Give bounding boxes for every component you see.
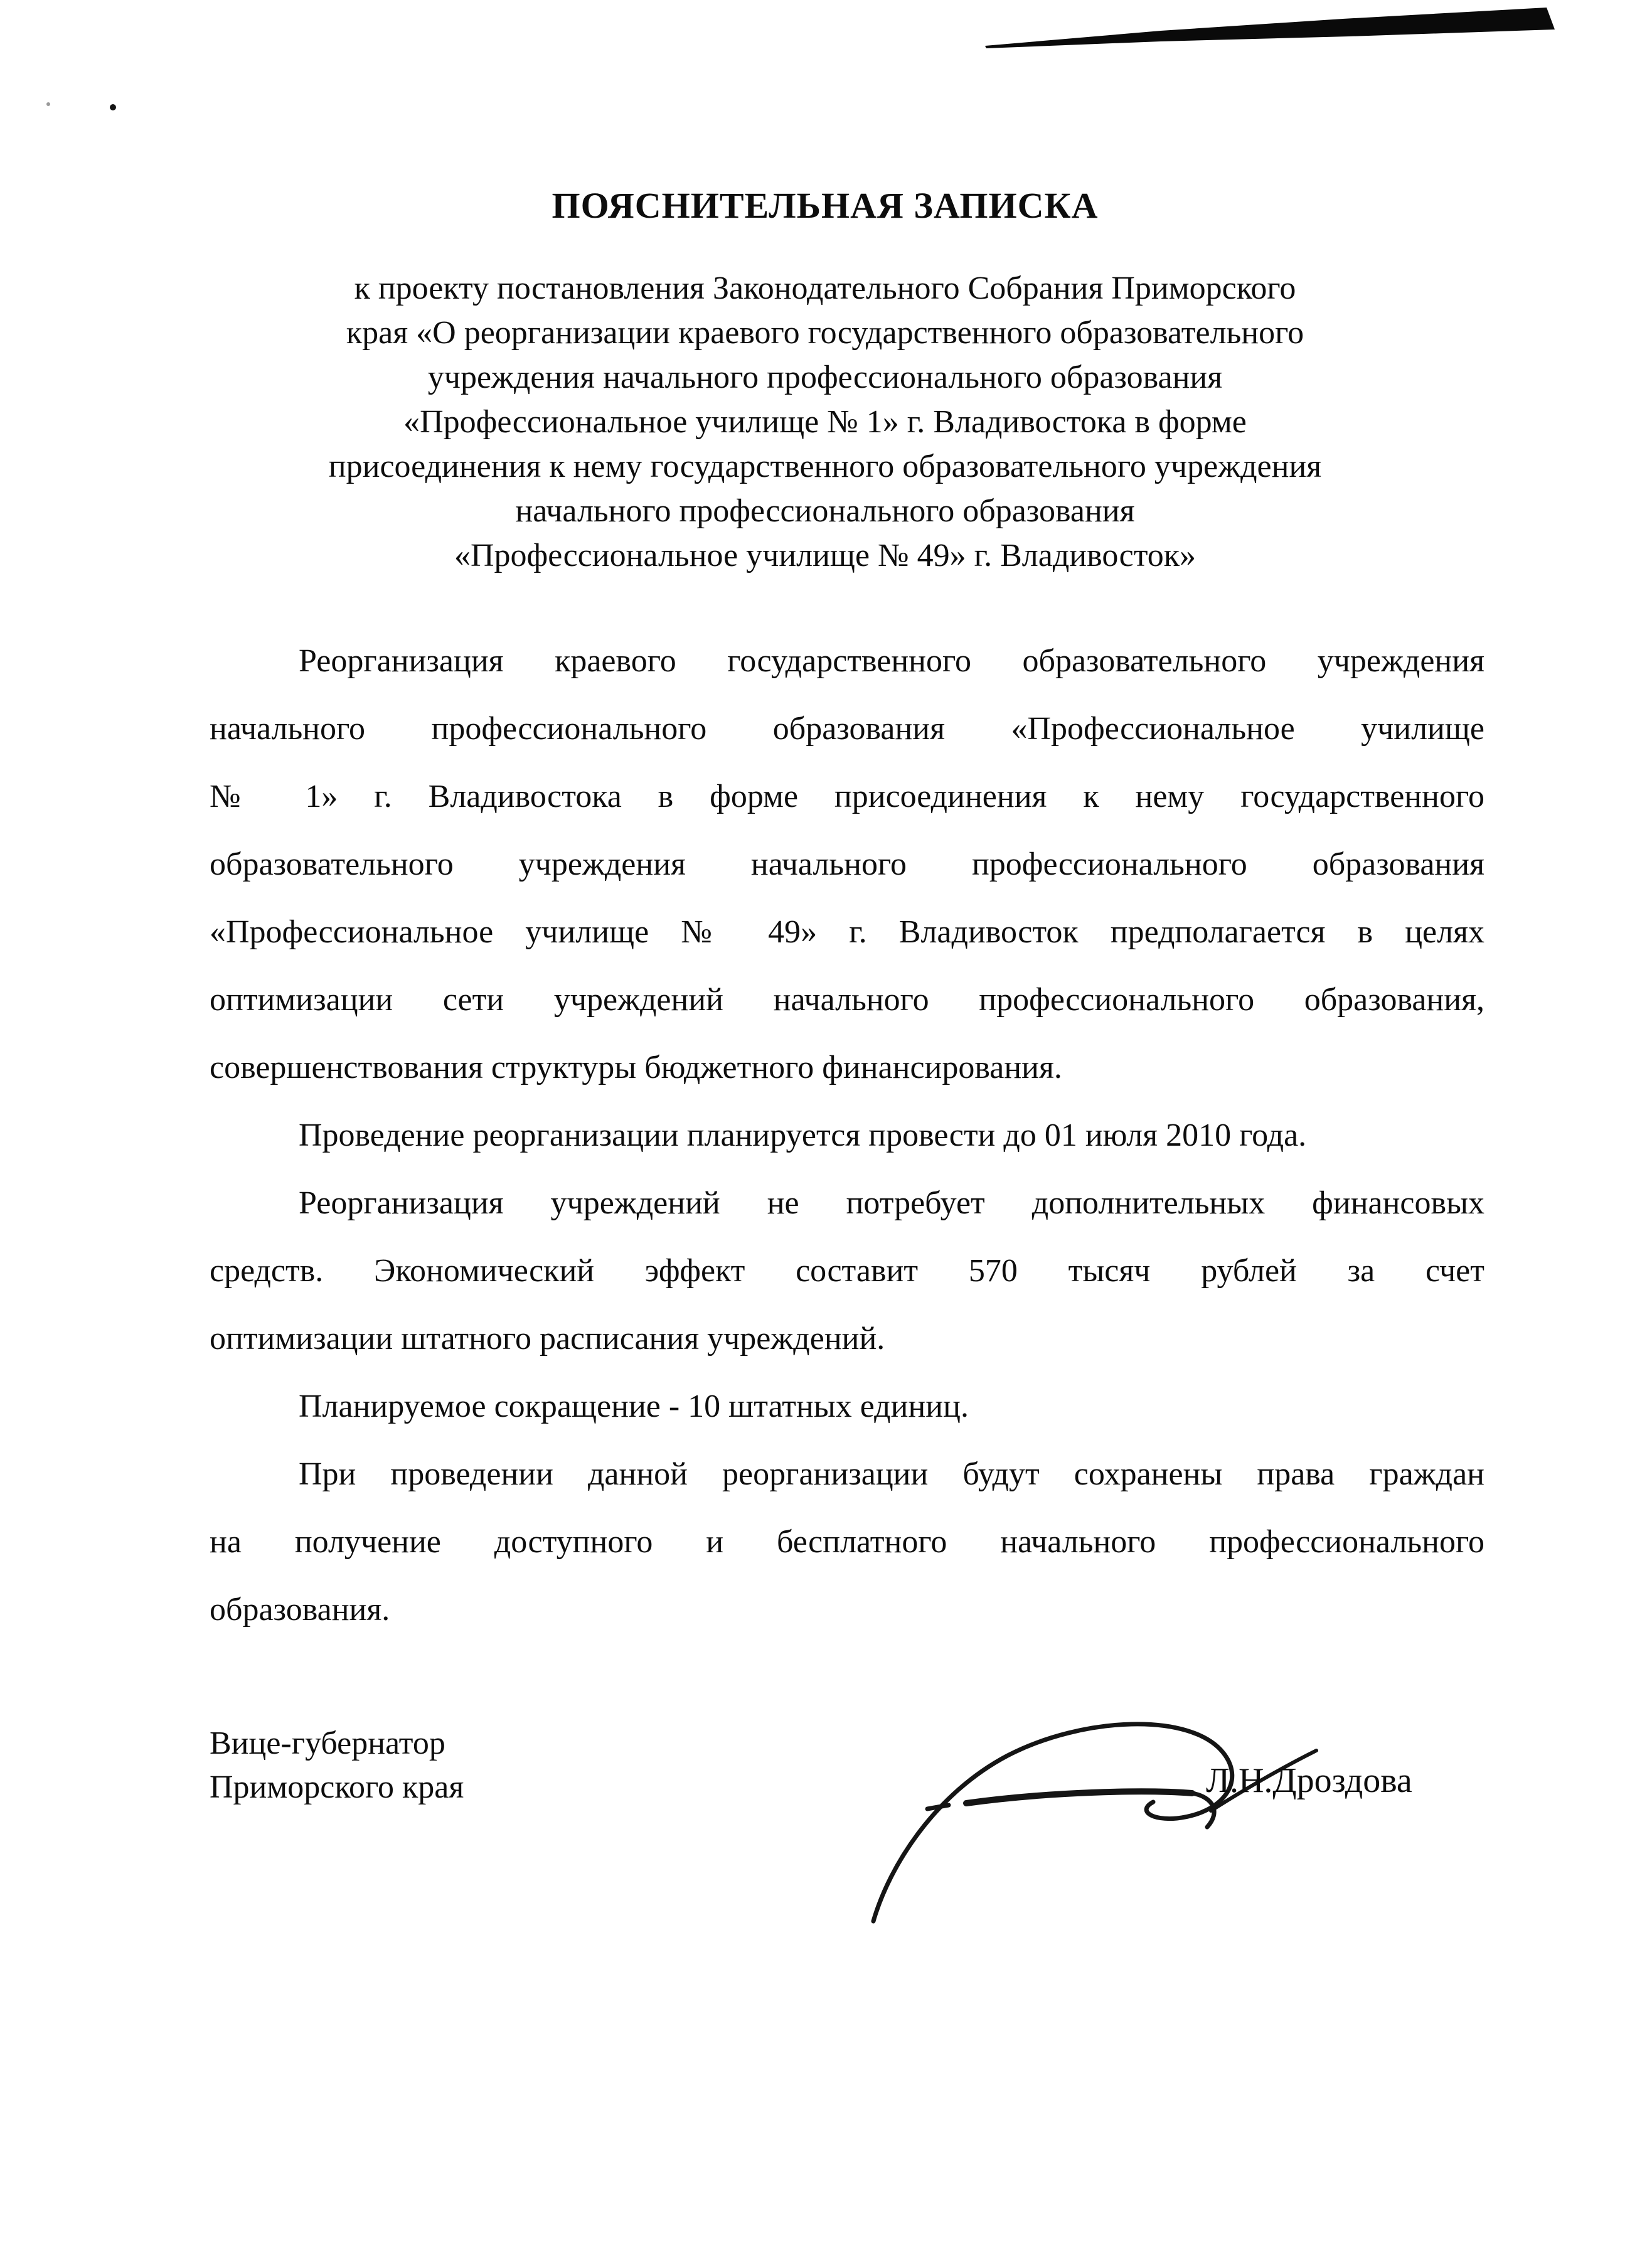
subtitle-line: «Профессиональное училище № 1» г. Владивостока в форме (403, 404, 1247, 440)
signatory-role-line: Вице-губернатор (210, 1725, 445, 1761)
text-line: начального профессионального образования «Профессиональное училище (210, 711, 1484, 747)
text-line: Планируемое сокращение - 10 штатных единиц. (299, 1389, 969, 1424)
text-line: оптимизации сети учреждений начального профессионального образования, (210, 982, 1484, 1018)
scan-speck (110, 104, 116, 110)
paragraph (210, 627, 1484, 1102)
handwritten-signature (841, 1688, 1330, 1939)
subtitle-line: «Профессиональное училище № 49» г. Владивосток» (454, 538, 1196, 573)
signature-loop-stroke (873, 1724, 1232, 1921)
text-line: образовательного учреждения начального профессионального образования (210, 846, 1484, 882)
signature-underline-stroke (966, 1791, 1192, 1803)
text-line: Реорганизация учреждений не потребует дополнительных финансовых (299, 1185, 1484, 1221)
scan-artifact-layer (0, 0, 1652, 138)
text-line: № 1» г. Владивостока в форме присоединения к нему государственного (210, 779, 1484, 814)
text-line: средств. Экономический эффект составит 570 тысяч рублей за счет (210, 1253, 1484, 1289)
text-line: «Профессиональное училище № 49» г. Владивосток предполагается в целях (210, 914, 1484, 950)
paragraph (210, 1373, 1484, 1441)
subtitle-line: к проекту постановления Законодательного Собрания Приморского (354, 270, 1296, 306)
paragraph (210, 1170, 1484, 1373)
text-line: образования. (210, 1592, 390, 1628)
signatory-role-line: Приморского края (210, 1769, 464, 1805)
scan-streak-artifact (985, 8, 1555, 48)
text-line: на получение доступного и бесплатного начального профессионального (210, 1524, 1484, 1560)
signatory-name: Л.Н.Дроздова (1206, 1761, 1412, 1800)
subtitle-line: начального профессионального образования (515, 493, 1135, 529)
signature-dash-stroke (927, 1805, 949, 1809)
document-subtitle (188, 266, 1462, 578)
subtitle-line: учреждения начального профессионального образования (427, 360, 1223, 395)
document-title: ПОЯСНИТЕЛЬНАЯ ЗАПИСКА (552, 185, 1099, 226)
text-line: оптимизации штатного расписания учреждений. (210, 1321, 885, 1357)
paragraph (210, 1441, 1484, 1644)
text-line: совершенствования структуры бюджетного финансирования. (210, 1050, 1062, 1085)
paragraph (210, 1102, 1484, 1170)
subtitle-line: присоединения к нему государственного образовательного учреждения (328, 449, 1322, 484)
scan-speck (46, 102, 50, 106)
text-line: Реорганизация краевого государственного образовательного учреждения (299, 643, 1484, 679)
subtitle-line: края «О реорганизации краевого государственного образовательного (346, 315, 1304, 351)
text-line: Проведение реорганизации планируется провести до 01 июля 2010 года. (299, 1117, 1307, 1153)
document-body (210, 627, 1484, 1644)
signatory-role (210, 1722, 464, 1810)
text-line: При проведении данной реорганизации будут сохранены права граждан (299, 1456, 1484, 1492)
